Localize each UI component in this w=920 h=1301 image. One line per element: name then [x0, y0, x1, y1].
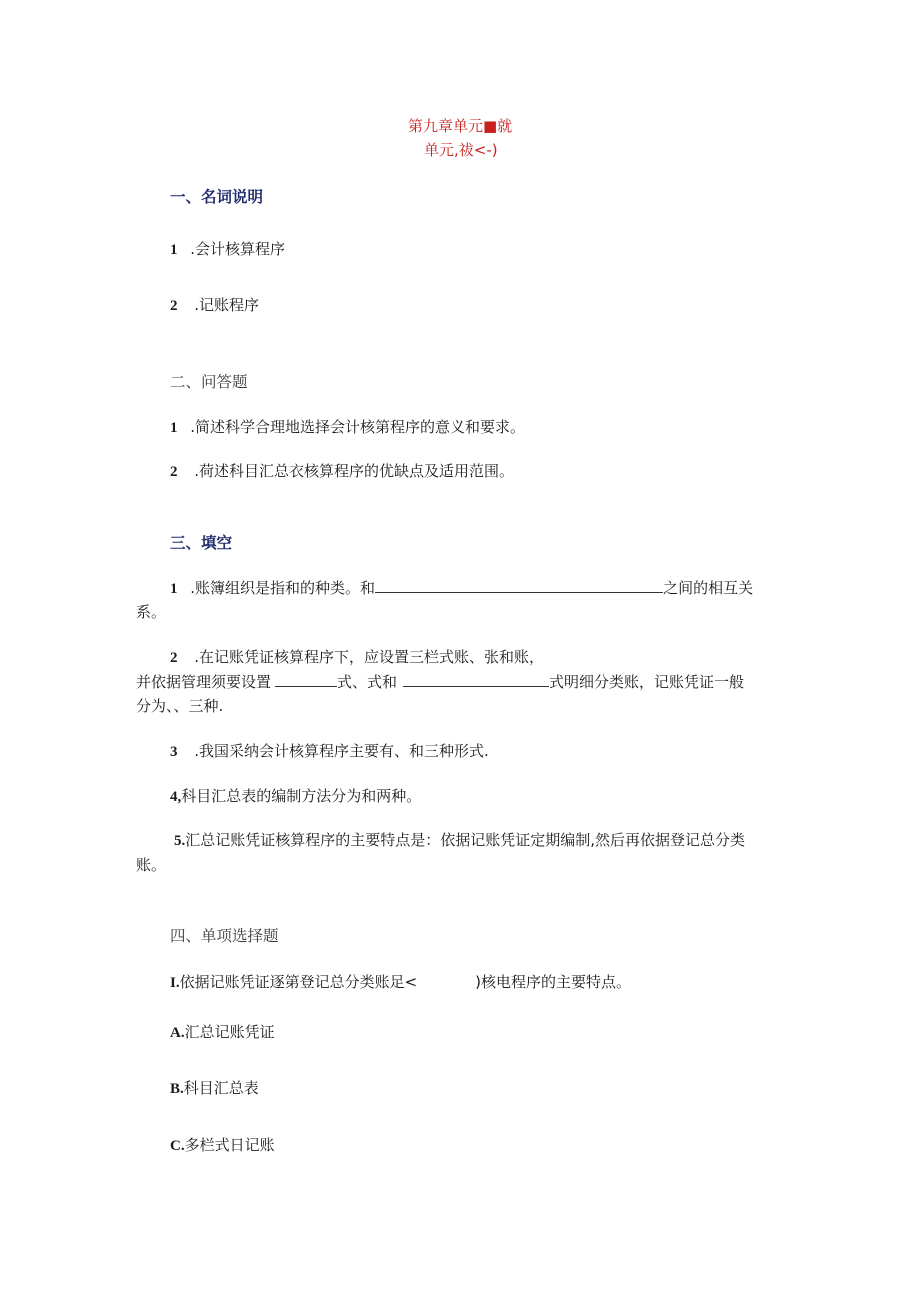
blank-line [403, 672, 549, 687]
fill-blank-q2-cont2: 分为、、三种. [136, 697, 224, 715]
single-choice-q1: I.依据记账凭证逐第登记总分类账足< )核电程序的主要特点。 [170, 973, 632, 991]
fill-blank-q1-cont: 系。 [136, 603, 167, 621]
fill-blank-q5: 5.汇总记账凭证核算程序的主要特点是：依据记账凭证定期编制,然后再依据登记总分类 [174, 831, 746, 849]
doc-title-line1: 第九章单元■就 [408, 117, 513, 135]
blank-line [275, 672, 337, 687]
fill-blank-q2-cont: 并依据管理须要设置 式、式和 式明细分类账，记账凭证一般 [136, 673, 745, 691]
definition-item: 1 .会计核算程序 [170, 240, 286, 258]
section-heading-definitions: 一、名词说明 [170, 188, 264, 206]
qa-item: 2 .荷述科目汇总衣核算程序的优缺点及适用范围。 [170, 462, 515, 480]
blank-line [375, 578, 663, 593]
fill-blank-q3: 3 .我国采纳会计核算程序主要有、和三种形式. [170, 742, 489, 760]
fill-blank-q2: 2 .在记账凭证核算程序下，应设置三栏式账、张和账， [170, 648, 545, 666]
fill-blank-q5-cont: 账。 [136, 856, 167, 874]
choice-option-c: C.多栏式日记账 [170, 1136, 275, 1154]
definition-item: 2 .记账程序 [170, 296, 260, 314]
fill-blank-q1: 1 .账簿组织是指和的种类。和 之间的相互关 [170, 579, 754, 597]
choice-option-a: A.汇总记账凭证 [170, 1023, 275, 1041]
section-heading-single-choice: 四、单项选择题 [170, 927, 279, 945]
section-heading-qa: 二、问答题 [170, 373, 248, 391]
fill-blank-q4: 4,科目汇总表的编制方法分为和两种。 [170, 787, 422, 805]
qa-item: 1 .简述科学合理地选择会计核第程序的意义和要求。 [170, 418, 526, 436]
choice-option-b: B.科目汇总表 [170, 1079, 259, 1097]
doc-title-line2: 单元,祓<-) [424, 141, 498, 159]
section-heading-fill-blank: 三、填空 [170, 534, 233, 552]
